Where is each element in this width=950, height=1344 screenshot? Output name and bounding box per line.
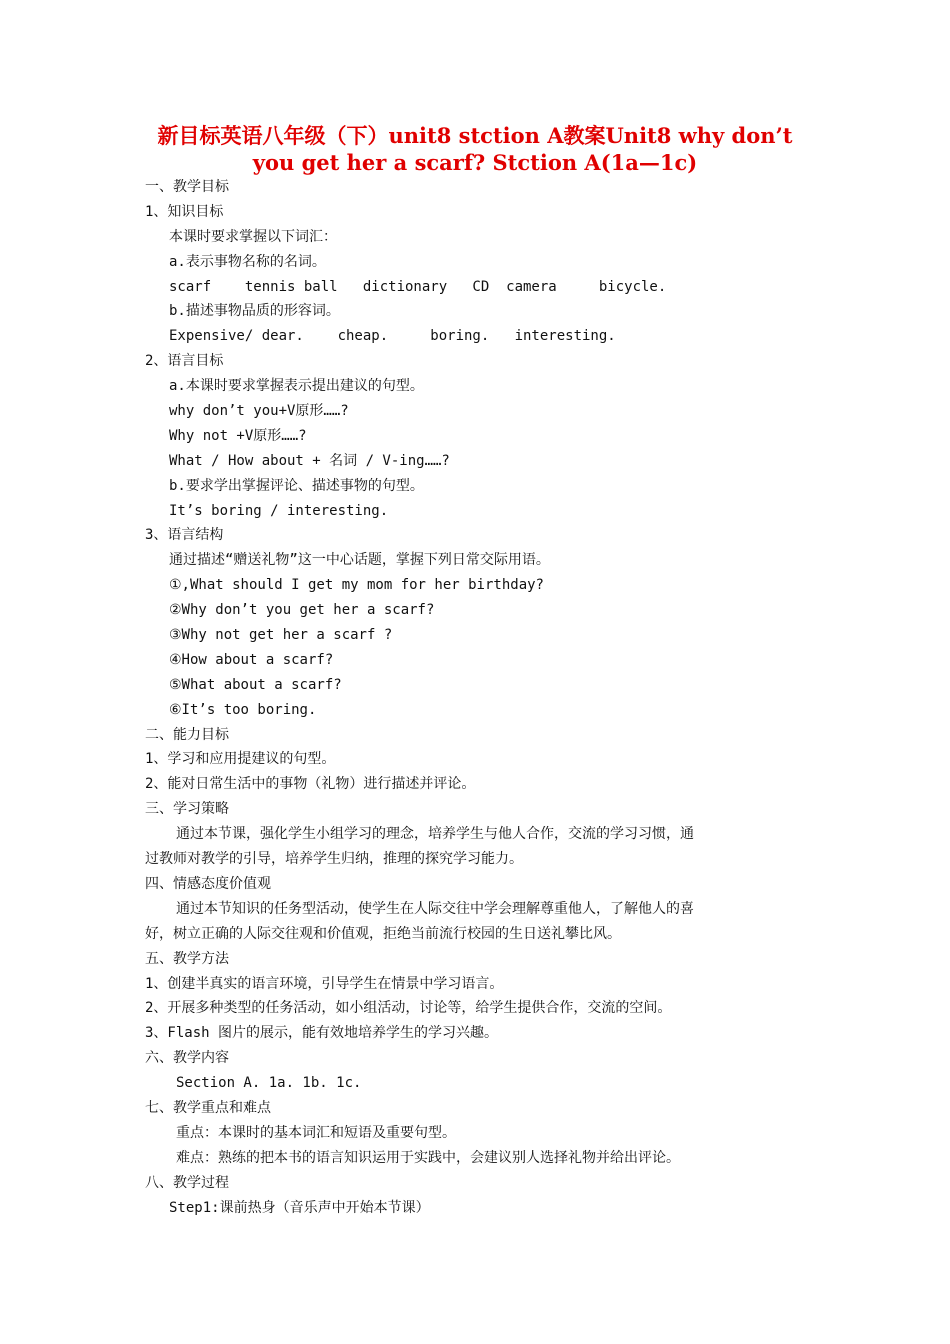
text-line: 通过描述“赠送礼物”这一中心话题，掌握下列日常交际用语。 <box>169 552 550 569</box>
text-line: 重点：本课时的基本词汇和短语及重要句型。 <box>176 1124 456 1141</box>
text-line: 2、语言目标 <box>145 353 224 370</box>
text-line: 通过本节课，强化学生小组学习的理念，培养学生与他人合作，交流的学习习惯，通 <box>176 826 694 843</box>
text-line: 2、开展多种类型的任务活动，如小组活动，讨论等，给学生提供合作，交流的空间。 <box>145 1000 672 1017</box>
text-line: 本课时要求掌握以下词汇： <box>169 228 337 245</box>
text-line: ⑥It’s too boring. <box>169 701 317 718</box>
text-line: ③Why not get her a scarf ? <box>169 627 393 644</box>
text-line: 八、教学过程 <box>145 1174 229 1191</box>
title-line-1: 新目标英语八年级（下）unit8 stction A教案Unit8 why don’t <box>157 123 793 148</box>
text-line: Step1:课前热身（音乐声中开始本节课） <box>169 1199 430 1216</box>
text-line: 难点：熟练的把本书的语言知识运用于实践中，会建议别人选择礼物并给出评论。 <box>176 1149 680 1166</box>
text-line: 通过本节知识的任务型活动，使学生在人际交往中学会理解尊重他人，了解他人的喜 <box>176 900 694 917</box>
title-line-2: you get her a scarf? Stction A(1a—1c) <box>252 150 698 175</box>
text-line: 3、语言结构 <box>145 527 224 544</box>
text-line: b.要求学出掌握评论、描述事物的句型。 <box>169 477 424 494</box>
text-line: 2、能对日常生活中的事物（礼物）进行描述并评论。 <box>145 776 476 793</box>
text-line: 二、能力目标 <box>145 726 229 743</box>
text-line: Expensive/ dear. cheap. boring. interesting. <box>169 328 616 345</box>
text-line: 1、知识目标 <box>145 203 224 220</box>
text-line: why don’t you+V原形……? <box>169 403 349 420</box>
text-line: scarf tennis ball dictionary CD camera bicycle. <box>169 278 667 295</box>
text-line: ①,What should I get my mom for her birthday? <box>169 577 544 594</box>
document-title <box>120 122 830 176</box>
text-line: Section A. 1a. 1b. 1c. <box>176 1075 362 1092</box>
text-line: What / How about + 名词 / V-ing……? <box>169 452 450 469</box>
document-body <box>0 175 950 1220</box>
text-line: ②Why don’t you get her a scarf? <box>169 602 435 619</box>
text-line: Why not +V原形……? <box>169 427 307 444</box>
text-line: 六、教学内容 <box>145 1050 229 1067</box>
text-line: It’s boring / interesting. <box>169 502 389 519</box>
text-line: 一、教学目标 <box>145 179 229 195</box>
text-line: 好，树立正确的人际交往观和价值观，拒绝当前流行校园的生日送礼攀比风。 <box>145 925 621 942</box>
text-line: 3、Flash 图片的展示，能有效地培养学生的学习兴趣。 <box>145 1025 498 1042</box>
text-line: 三、学习策略 <box>145 801 229 818</box>
text-line: 四、情感态度价值观 <box>145 875 271 892</box>
text-line: a.表示事物名称的名词。 <box>169 253 326 270</box>
text-line: 过教师对教学的引导，培养学生归纳，推理的探究学习能力。 <box>145 851 523 868</box>
text-line: ⑤What about a scarf? <box>169 676 342 693</box>
text-line: ④How about a scarf? <box>169 651 334 668</box>
text-line: 五、教学方法 <box>145 950 229 967</box>
text-line: b.描述事物品质的形容词。 <box>169 303 340 320</box>
text-line: a.本课时要求掌握表示提出建议的句型。 <box>169 378 424 395</box>
text-line: 1、创建半真实的语言环境，引导学生在情景中学习语言。 <box>145 975 504 992</box>
text-line: 七、教学重点和难点 <box>145 1099 271 1116</box>
text-line: 1、学习和应用提建议的句型。 <box>145 751 336 768</box>
